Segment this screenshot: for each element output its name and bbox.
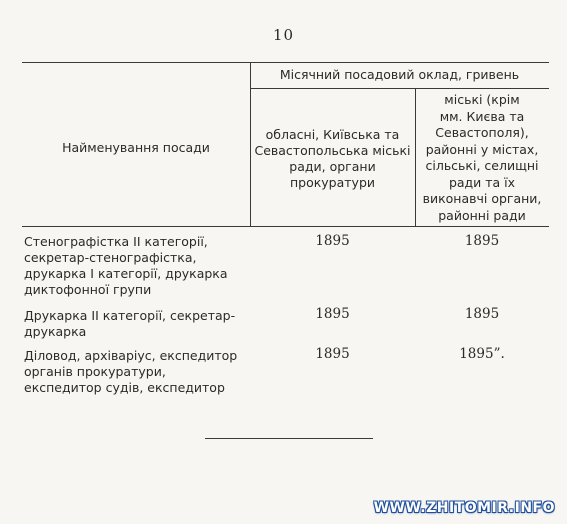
header-line: міські (крім (444, 92, 520, 107)
position-name-line: експедитор судів, експедитор (24, 380, 225, 395)
watermark: WWW.ZHITOMIR.INFO (373, 500, 555, 516)
header-line: ради, органи (289, 159, 376, 174)
table-top-rule (22, 62, 549, 63)
header-line: Севастополя), (435, 125, 529, 140)
header-line: сільські, селищні (425, 158, 539, 173)
position-name-line: диктофонної групи (24, 282, 152, 297)
header-line: районні у містах, (425, 141, 539, 157)
header-line: прокуратури (289, 175, 376, 190)
salary-city: 1895”. (459, 346, 505, 362)
page-number: 10 (272, 26, 295, 44)
position-name-line: секретар-стенографістка, (24, 250, 197, 265)
salary-regional: 1895 (315, 306, 350, 322)
header-line: виконавчі органи, (422, 191, 542, 206)
header-bottom-rule (22, 226, 549, 227)
salary-regional: 1895 (315, 233, 350, 249)
salary-city: 1895 (464, 233, 500, 249)
position-name-line: Діловод, архіваріус, експедитор (24, 348, 238, 363)
column-group-header: Місячний посадовий оклад, гривень (279, 67, 520, 82)
header-line: Севастопольська міські (254, 143, 411, 158)
header-line: обласні, Київська та (265, 127, 400, 142)
salary-city: 1895 (464, 306, 500, 322)
column-header-name: Найменування посади (62, 140, 210, 155)
position-name-line: Друкарка II категорії, секретар- (24, 308, 236, 323)
position-name-line: органів прокуратури, (24, 364, 166, 379)
header-line: районні ради (438, 207, 526, 223)
column-header-regional (250, 127, 415, 191)
footer-rule (205, 438, 373, 439)
position-name-line: Стенографістка II категорії, (24, 234, 208, 249)
group-header-rule (250, 88, 549, 89)
header-line: ради та їх (448, 174, 516, 190)
position-name (24, 308, 250, 340)
salary-regional: 1895 (315, 346, 350, 362)
position-name-line: друкарка I категорії, друкарка (24, 266, 228, 281)
header-line: мм. Києва та (439, 108, 525, 124)
position-name (24, 348, 250, 396)
position-name-line: друкарка (24, 324, 87, 339)
column-header-city (415, 92, 549, 224)
position-name (24, 234, 250, 298)
